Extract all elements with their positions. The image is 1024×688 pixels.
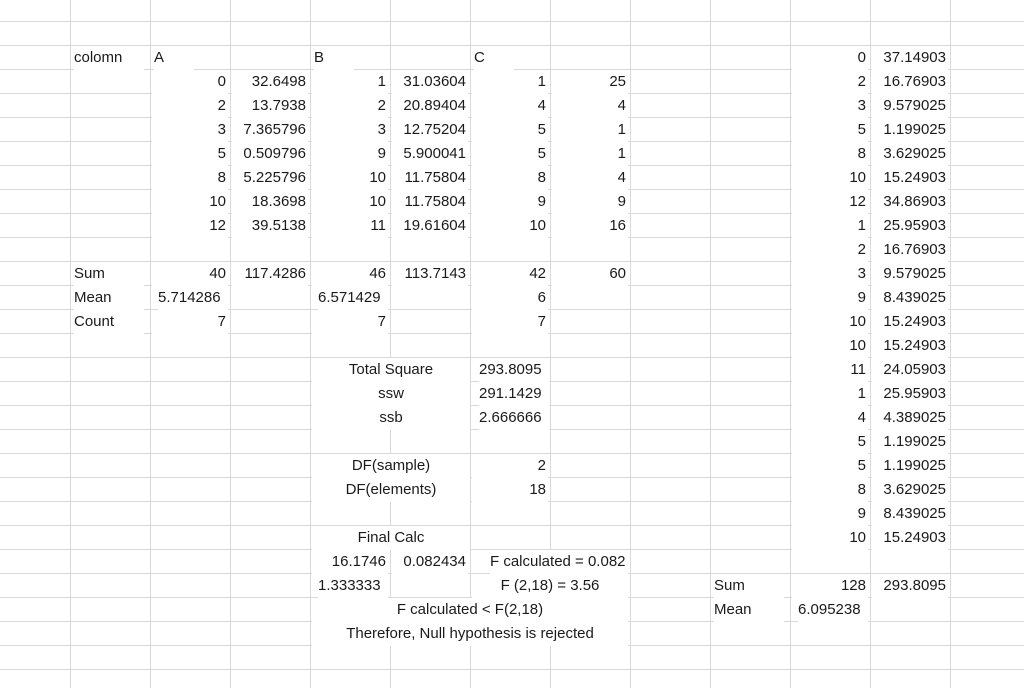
cell-right-squared[interactable]: 1.199025 xyxy=(872,454,948,478)
cell-right-sum-sq[interactable]: 293.8095 xyxy=(872,574,948,598)
cell-b-value[interactable]: 3 xyxy=(312,118,388,142)
cell-right-value[interactable]: 5 xyxy=(792,430,868,454)
cell-right-squared[interactable]: 15.24903 xyxy=(872,334,948,358)
cell-f-value[interactable]: 0.082434 xyxy=(392,550,468,574)
cell-right-squared[interactable]: 34.86903 xyxy=(872,190,948,214)
cell-right-value[interactable]: 5 xyxy=(792,454,868,478)
grid-column-line xyxy=(230,0,231,688)
cell-right-squared[interactable]: 15.24903 xyxy=(872,166,948,190)
cell-df-elements-label[interactable]: DF(elements) xyxy=(312,478,470,502)
cell-b-sum[interactable]: 46 xyxy=(312,262,388,286)
cell-ssw-label[interactable]: ssw xyxy=(312,382,470,406)
cell-right-squared[interactable]: 9.579025 xyxy=(872,94,948,118)
cell-b-squared[interactable]: 11.75804 xyxy=(392,166,468,190)
cell-right-squared[interactable]: 24.05903 xyxy=(872,358,948,382)
cell-colomn-label[interactable]: colomn xyxy=(74,46,144,70)
cell-c-squared[interactable]: 1 xyxy=(552,118,628,142)
cell-right-value[interactable]: 2 xyxy=(792,70,868,94)
cell-a-value[interactable]: 5 xyxy=(152,142,228,166)
grid-column-line xyxy=(310,0,311,688)
grid-column-line xyxy=(630,0,631,688)
cell-b-value[interactable]: 9 xyxy=(312,142,388,166)
cell-right-squared[interactable]: 25.95903 xyxy=(872,382,948,406)
cell-b-value[interactable]: 1 xyxy=(312,70,388,94)
cell-a-value[interactable]: 8 xyxy=(152,166,228,190)
cell-b-value[interactable]: 11 xyxy=(312,214,388,238)
cell-c-value[interactable]: 5 xyxy=(472,142,548,166)
cell-a-sq-sum[interactable]: 117.4286 xyxy=(232,262,308,286)
cell-right-squared[interactable]: 1.199025 xyxy=(872,118,948,142)
cell-right-value[interactable]: 3 xyxy=(792,262,868,286)
cell-right-value[interactable]: 9 xyxy=(792,286,868,310)
cell-c-mean[interactable]: 6 xyxy=(472,286,548,310)
cell-a-squared[interactable]: 0.509796 xyxy=(232,142,308,166)
cell-f-calculated-text[interactable]: F calculated = 0.082 xyxy=(490,550,628,574)
cell-total-square-label[interactable]: Total Square xyxy=(312,358,470,382)
cell-right-value[interactable]: 10 xyxy=(792,526,868,550)
cell-a-mean[interactable]: 5.714286 xyxy=(158,286,228,310)
cell-count-label[interactable]: Count xyxy=(74,310,144,334)
cell-right-value[interactable]: 9 xyxy=(792,502,868,526)
grid-column-line xyxy=(70,0,71,688)
cell-msb-value[interactable]: 1.333333 xyxy=(318,574,388,598)
cell-c-squared[interactable]: 4 xyxy=(552,94,628,118)
cell-right-value[interactable]: 8 xyxy=(792,478,868,502)
cell-sum-label[interactable]: Sum xyxy=(74,262,144,286)
cell-total-square-value[interactable]: 293.8095 xyxy=(479,358,549,382)
cell-c-squared[interactable]: 16 xyxy=(552,214,628,238)
cell-ssw-value[interactable]: 291.1429 xyxy=(479,382,549,406)
cell-b-value[interactable]: 10 xyxy=(312,190,388,214)
grid-column-line xyxy=(390,0,391,688)
grid-column-line xyxy=(870,0,871,688)
cell-right-squared[interactable]: 4.389025 xyxy=(872,406,948,430)
cell-a-value[interactable]: 0 xyxy=(152,70,228,94)
cell-a-value[interactable]: 3 xyxy=(152,118,228,142)
cell-df-sample-value[interactable]: 2 xyxy=(472,454,548,478)
grid-row-line xyxy=(0,669,1024,670)
cell-b-squared[interactable]: 20.89404 xyxy=(392,94,468,118)
cell-c-squared[interactable]: 9 xyxy=(552,190,628,214)
cell-a-value[interactable]: 2 xyxy=(152,94,228,118)
grid-row-line xyxy=(0,525,1024,526)
cell-right-mean-label[interactable]: Mean xyxy=(714,598,784,622)
cell-right-sum-label[interactable]: Sum xyxy=(714,574,784,598)
cell-c-squared[interactable]: 4 xyxy=(552,166,628,190)
cell-df-sample-label[interactable]: DF(sample) xyxy=(312,454,470,478)
cell-b-squared[interactable]: 5.900041 xyxy=(392,142,468,166)
cell-a-value[interactable]: 12 xyxy=(152,214,228,238)
cell-right-value[interactable]: 10 xyxy=(792,310,868,334)
cell-a-squared[interactable]: 13.7938 xyxy=(232,94,308,118)
cell-right-mean-value[interactable]: 6.095238 xyxy=(798,598,868,622)
grid-column-line xyxy=(470,0,471,688)
cell-a-squared[interactable]: 39.5138 xyxy=(232,214,308,238)
cell-f-critical-text[interactable]: F (2,18) = 3.56 xyxy=(472,574,628,598)
cell-c-count[interactable]: 7 xyxy=(472,310,548,334)
cell-b-mean[interactable]: 6.571429 xyxy=(318,286,388,310)
cell-a-sum[interactable]: 40 xyxy=(152,262,228,286)
cell-b-squared[interactable]: 11.75804 xyxy=(392,190,468,214)
grid-column-line xyxy=(790,0,791,688)
cell-b-value[interactable]: 2 xyxy=(312,94,388,118)
cell-right-squared[interactable]: 15.24903 xyxy=(872,310,948,334)
cell-right-value[interactable]: 10 xyxy=(792,166,868,190)
cell-right-squared[interactable]: 37.14903 xyxy=(872,46,948,70)
cell-b-squared[interactable]: 31.03604 xyxy=(392,70,468,94)
cell-right-squared[interactable]: 15.24903 xyxy=(872,526,948,550)
cell-right-squared[interactable]: 16.76903 xyxy=(872,238,948,262)
cell-right-squared[interactable]: 3.629025 xyxy=(872,478,948,502)
cell-header-b[interactable]: B xyxy=(314,46,354,70)
cell-right-value[interactable]: 5 xyxy=(792,118,868,142)
cell-header-c[interactable]: C xyxy=(474,46,514,70)
cell-right-value[interactable]: 10 xyxy=(792,334,868,358)
cell-a-squared[interactable]: 32.6498 xyxy=(232,70,308,94)
cell-c-squared[interactable]: 25 xyxy=(552,70,628,94)
cell-b-squared[interactable]: 12.75204 xyxy=(392,118,468,142)
cell-right-squared[interactable]: 8.439025 xyxy=(872,502,948,526)
cell-right-sum-x[interactable]: 128 xyxy=(792,574,868,598)
cell-right-value[interactable]: 3 xyxy=(792,94,868,118)
cell-right-value[interactable]: 8 xyxy=(792,142,868,166)
cell-c-value[interactable]: 9 xyxy=(472,190,548,214)
cell-c-sum[interactable]: 42 xyxy=(472,262,548,286)
cell-c-value[interactable]: 10 xyxy=(472,214,548,238)
cell-mean-label[interactable]: Mean xyxy=(74,286,144,310)
cell-c-value[interactable]: 1 xyxy=(472,70,548,94)
cell-right-squared[interactable]: 3.629025 xyxy=(872,142,948,166)
cell-msw-value[interactable]: 16.1746 xyxy=(312,550,388,574)
cell-right-squared[interactable]: 9.579025 xyxy=(872,262,948,286)
cell-ssb-value[interactable]: 2.666666 xyxy=(479,406,549,430)
cell-right-value[interactable]: 2 xyxy=(792,238,868,262)
cell-right-value[interactable]: 4 xyxy=(792,406,868,430)
cell-final-calc-label[interactable]: Final Calc xyxy=(312,526,470,550)
cell-c-value[interactable]: 5 xyxy=(472,118,548,142)
cell-c-value[interactable]: 4 xyxy=(472,94,548,118)
cell-a-value[interactable]: 10 xyxy=(152,190,228,214)
cell-right-value[interactable]: 0 xyxy=(792,46,868,70)
cell-ssb-label[interactable]: ssb xyxy=(312,406,470,430)
cell-a-squared[interactable]: 18.3698 xyxy=(232,190,308,214)
cell-b-sq-sum[interactable]: 113.7143 xyxy=(392,262,468,286)
grid-row-line xyxy=(0,21,1024,22)
cell-a-squared[interactable]: 7.365796 xyxy=(232,118,308,142)
cell-c-sq-sum[interactable]: 60 xyxy=(552,262,628,286)
cell-right-value[interactable]: 12 xyxy=(792,190,868,214)
cell-conclusion-text[interactable]: Therefore, Null hypothesis is rejected xyxy=(312,622,628,646)
cell-right-squared[interactable]: 8.439025 xyxy=(872,286,948,310)
cell-right-value[interactable]: 11 xyxy=(792,358,868,382)
cell-right-squared[interactable]: 25.95903 xyxy=(872,214,948,238)
cell-c-squared[interactable]: 1 xyxy=(552,142,628,166)
grid-column-line xyxy=(950,0,951,688)
cell-header-a[interactable]: A xyxy=(154,46,194,70)
cell-right-value[interactable]: 1 xyxy=(792,214,868,238)
cell-df-elements-value[interactable]: 18 xyxy=(472,478,548,502)
cell-b-count[interactable]: 7 xyxy=(312,310,388,334)
cell-right-squared[interactable]: 1.199025 xyxy=(872,430,948,454)
cell-b-squared[interactable]: 19.61604 xyxy=(392,214,468,238)
cell-right-squared[interactable]: 16.76903 xyxy=(872,70,948,94)
cell-a-count[interactable]: 7 xyxy=(152,310,228,334)
cell-comparison-text[interactable]: F calculated < F(2,18) xyxy=(312,598,628,622)
cell-c-value[interactable]: 8 xyxy=(472,166,548,190)
cell-b-value[interactable]: 10 xyxy=(312,166,388,190)
cell-right-value[interactable]: 1 xyxy=(792,382,868,406)
grid-column-line xyxy=(150,0,151,688)
cell-a-squared[interactable]: 5.225796 xyxy=(232,166,308,190)
grid-column-line xyxy=(710,0,711,688)
